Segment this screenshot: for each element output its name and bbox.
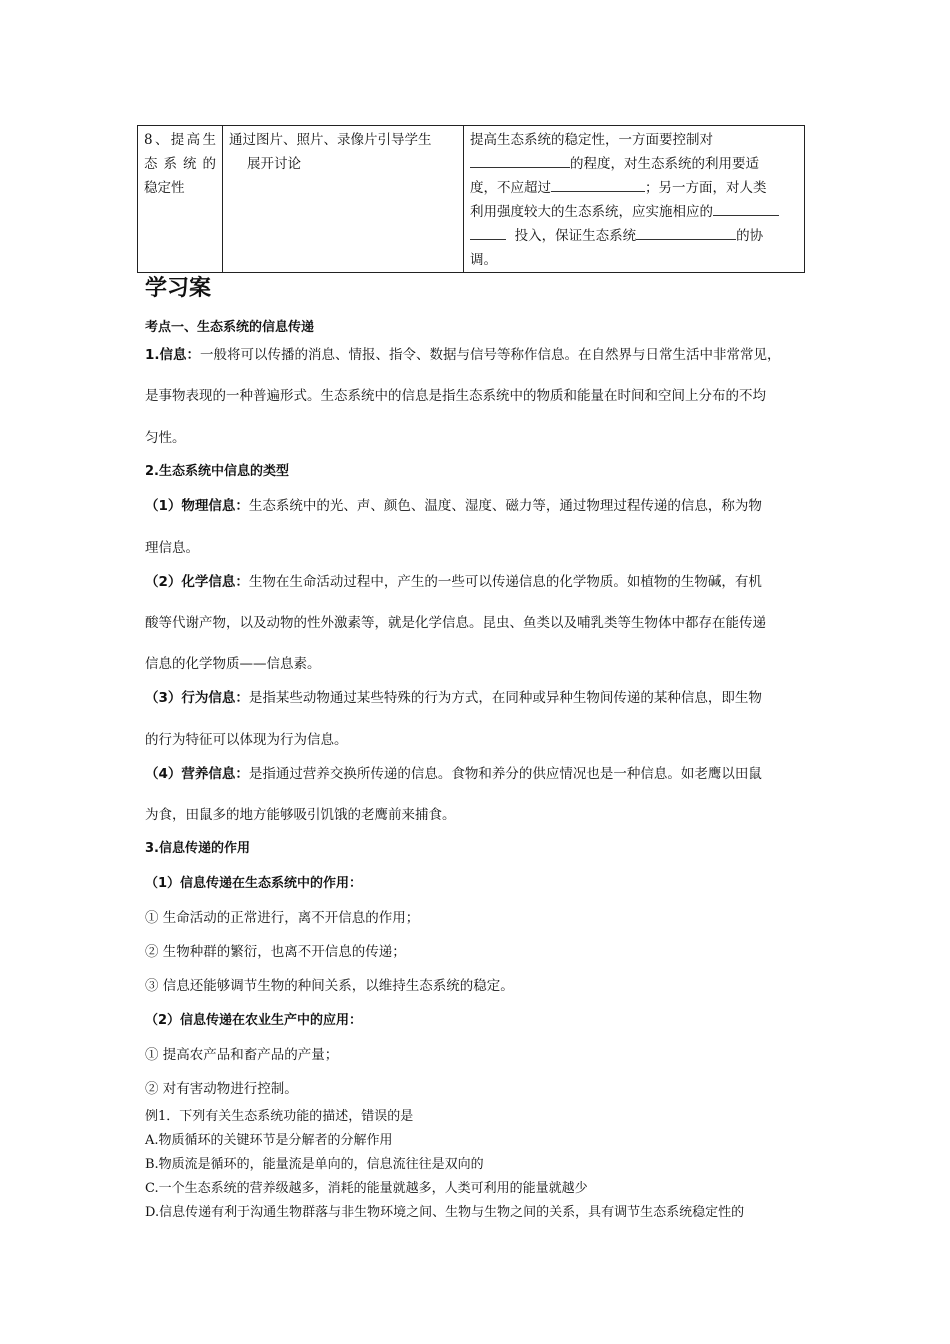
answer-option-d: D.信息传递有利于沟通生物群落与非生物环境之间、生物与生物之间的关系，具有调节生态系统稳定性的 (145, 1205, 745, 1220)
answer-option-c: C.一个生态系统的营养级越多，消耗的能量就越多，人类可利用的能量就越少 (145, 1181, 588, 1196)
cell-text: 投入，保证生态系统 (514, 228, 637, 244)
cell-text: 稳定性 (144, 180, 185, 196)
term-label: （3）行为信息： (145, 690, 249, 706)
paragraph-text: 是指通过营养交换所传递的信息。食物和养分的供应情况也是一种信息。如老鹰以田鼠 (248, 766, 762, 782)
table-cell-method (223, 126, 464, 273)
cell-text: 提高生态系统的稳定性，一方面要控制对 (470, 132, 713, 148)
subsection-heading: 2.生态系统中信息的类型 (145, 464, 289, 479)
cell-text: 展开讨论 (247, 156, 301, 172)
cell-text: 通过图片、照片、录像片引导学生 (229, 132, 432, 148)
paragraph-line (145, 686, 815, 706)
cell-text: ；另一方面，对人类 (645, 180, 767, 196)
fill-blank[interactable] (551, 177, 645, 192)
paragraph-line (145, 762, 815, 782)
cell-text: 利用强度较大的生态系统，应实施相应的 (470, 204, 713, 220)
fill-blank[interactable] (636, 225, 736, 240)
paragraph-text: 是指某些动物通过某些特殊的行为方式，在同种或异种生物间传递的某种信息，即生物 (248, 690, 762, 706)
list-item: ① 生命活动的正常进行，离不开信息的作用； (145, 910, 420, 926)
cell-text: 态 系 统 的 (144, 156, 216, 172)
answer-option-a: A.物质循环的关键环节是分解者的分解作用 (145, 1133, 393, 1148)
paragraph-line: 为食，田鼠多的地方能够吸引饥饿的老鹰前来捕食。 (145, 807, 456, 823)
cell-text: 8、提高生 (144, 132, 216, 148)
list-item: ② 生物种群的繁衍，也离不开信息的传递； (145, 944, 406, 960)
cell-line (470, 200, 798, 224)
term-label: （2）化学信息： (145, 574, 249, 590)
section-heading: 学习案 (145, 276, 212, 301)
fill-blank[interactable] (713, 201, 779, 216)
cell-line (470, 176, 798, 200)
paragraph-line: 是事物表现的一种普遍形式。生态系统中的信息是指生态系统中的物质和能量在时间和空间上分布的不均 (145, 388, 766, 404)
paragraph-line: 的行为特征可以体现为行为信息。 (145, 732, 348, 748)
answer-option-b: B.物质流是循环的，能量流是单向的，信息流往往是双向的 (145, 1157, 484, 1172)
example-question: 例1．下列有关生态系统功能的描述，错误的是 (145, 1109, 414, 1124)
cell-line (470, 224, 798, 248)
term-label: 1.信息： (145, 347, 201, 363)
cell-text: 的协 (736, 228, 764, 244)
cell-line (470, 152, 798, 176)
paragraph-text: 一般将可以传播的消息、情报、指令、数据与信号等称作信息。在自然界与日常生活中非常常见， (200, 347, 781, 363)
paragraph-line (145, 494, 815, 514)
cell-text: 的程度，对生态系统的利用要适 (570, 156, 759, 172)
term-label: （4）营养信息： (145, 766, 249, 782)
subsection-heading: 3.信息传递的作用 (145, 841, 250, 856)
list-item: ③ 信息还能够调节生物的种间关系，以维持生态系统的稳定。 (145, 978, 514, 994)
list-item: ② 对有害动物进行控制。 (145, 1081, 298, 1097)
lesson-table (137, 125, 805, 273)
table-cell-content (464, 126, 805, 273)
paragraph-line: 信息的化学物质——信息素。 (145, 656, 321, 672)
kaodian-heading: 考点一、生态系统的信息传递 (145, 320, 315, 335)
paragraph-text: 生态系统中的光、声、颜色、温度、湿度、磁力等，通过物理过程传递的信息，称为物 (248, 498, 762, 514)
paragraph-line (145, 343, 815, 363)
paragraph-text: 生物在生命活动过程中，产生的一些可以传递信息的化学物质。如植物的生物碱，有机 (248, 574, 762, 590)
subsection-heading: （1）信息传递在生态系统中的作用： (145, 876, 363, 891)
paragraph-line: 理信息。 (145, 540, 199, 556)
cell-text: 度，不应超过 (470, 180, 551, 196)
paragraph-line (145, 570, 815, 590)
table-row (138, 126, 805, 273)
fill-blank[interactable] (470, 225, 506, 240)
paragraph-line: 匀性。 (145, 430, 186, 446)
subsection-heading: （2）信息传递在农业生产中的应用： (145, 1013, 363, 1028)
term-label: （1）物理信息： (145, 498, 249, 514)
cell-text: 调。 (470, 252, 497, 268)
fill-blank[interactable] (470, 153, 570, 168)
list-item: ① 提高农产品和畜产品的产量； (145, 1047, 339, 1063)
paragraph-line: 酸等代谢产物，以及动物的性外激素等，就是化学信息。昆虫、鱼类以及哺乳类等生物体中都存在能传递 (145, 615, 766, 631)
table-cell-topic (138, 126, 223, 273)
